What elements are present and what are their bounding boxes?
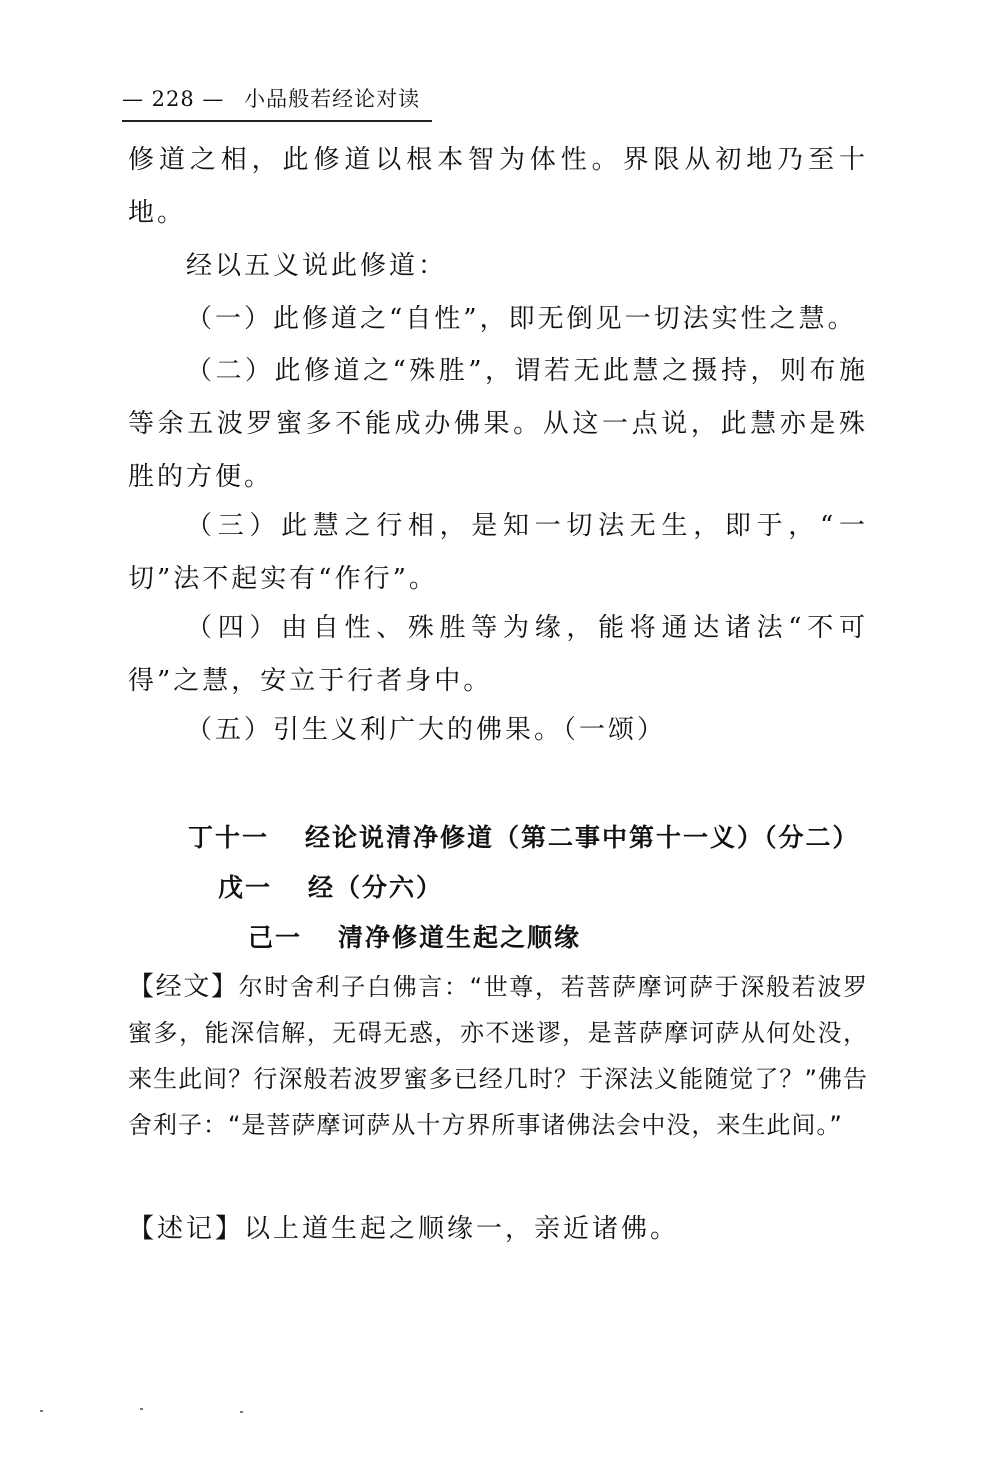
heading-3-number: 己一	[248, 923, 303, 952]
heading-3-text: 清净修道生起之顺缘	[338, 923, 582, 952]
sutra-label: 【经文】	[128, 972, 239, 1002]
paragraph-6: （四）由自性、殊胜等为缘，能将通达诸法“不可得”之慧，安立于行者身中。	[128, 613, 868, 696]
book-title: 小品般若经论对读	[244, 87, 421, 111]
heading-2-number: 戊一	[218, 873, 273, 902]
commentary-label: 【述记】	[128, 1214, 245, 1244]
paragraph-3: （一）此修道之“自性”，即无倒见一切法实性之慧。	[186, 304, 857, 334]
heading-1-number: 丁十一	[188, 823, 270, 852]
sutra-text: 尔时舍利子白佛言：“世尊，若菩萨摩诃萨于深般若波罗蜜多，能深信解，无碍无惑，亦不迷谬，是菩萨摩诃萨从何处没，来生此间？行深般若波罗蜜多已经几时？于深法义能随觉了？”佛告舍利子：“是菩萨摩诃萨从十方界所事诸佛法会中没，来生此间。”	[128, 973, 868, 1139]
paragraph-4: （二）此修道之“殊胜”，谓若无此慧之摄持，则布施等余五波罗蜜多不能成办佛果。从这一点说，此慧亦是殊胜的方便。	[128, 356, 868, 492]
heading-1-text: 经论说清净修道（第二事中第十一义）（分二）	[305, 823, 860, 852]
running-header	[122, 84, 432, 122]
paragraph-1: 修道之相，此修道以根本智为体性。界限从初地乃至十地。	[128, 145, 868, 228]
page-number: — 228 —	[122, 87, 225, 111]
sutra-passage	[128, 964, 868, 1148]
paragraph-5: （三）此慧之行相，是知一切法无生，即于，“一切”法不起实有“作行”。	[128, 511, 868, 594]
section-heading-2	[218, 868, 443, 904]
section-heading-3	[248, 918, 581, 954]
paragraph-7: （五）引生义利广大的佛果。（一颂）	[186, 715, 667, 745]
section-heading-1	[188, 818, 860, 854]
commentary-text: 以上道生起之顺缘一，亲近诸佛。	[244, 1214, 680, 1244]
heading-2-text: 经（分六）	[308, 873, 444, 902]
paragraph-2: 经以五义说此修道：	[186, 251, 448, 281]
scan-specks	[40, 1408, 280, 1418]
commentary-paragraph	[128, 1203, 868, 1256]
